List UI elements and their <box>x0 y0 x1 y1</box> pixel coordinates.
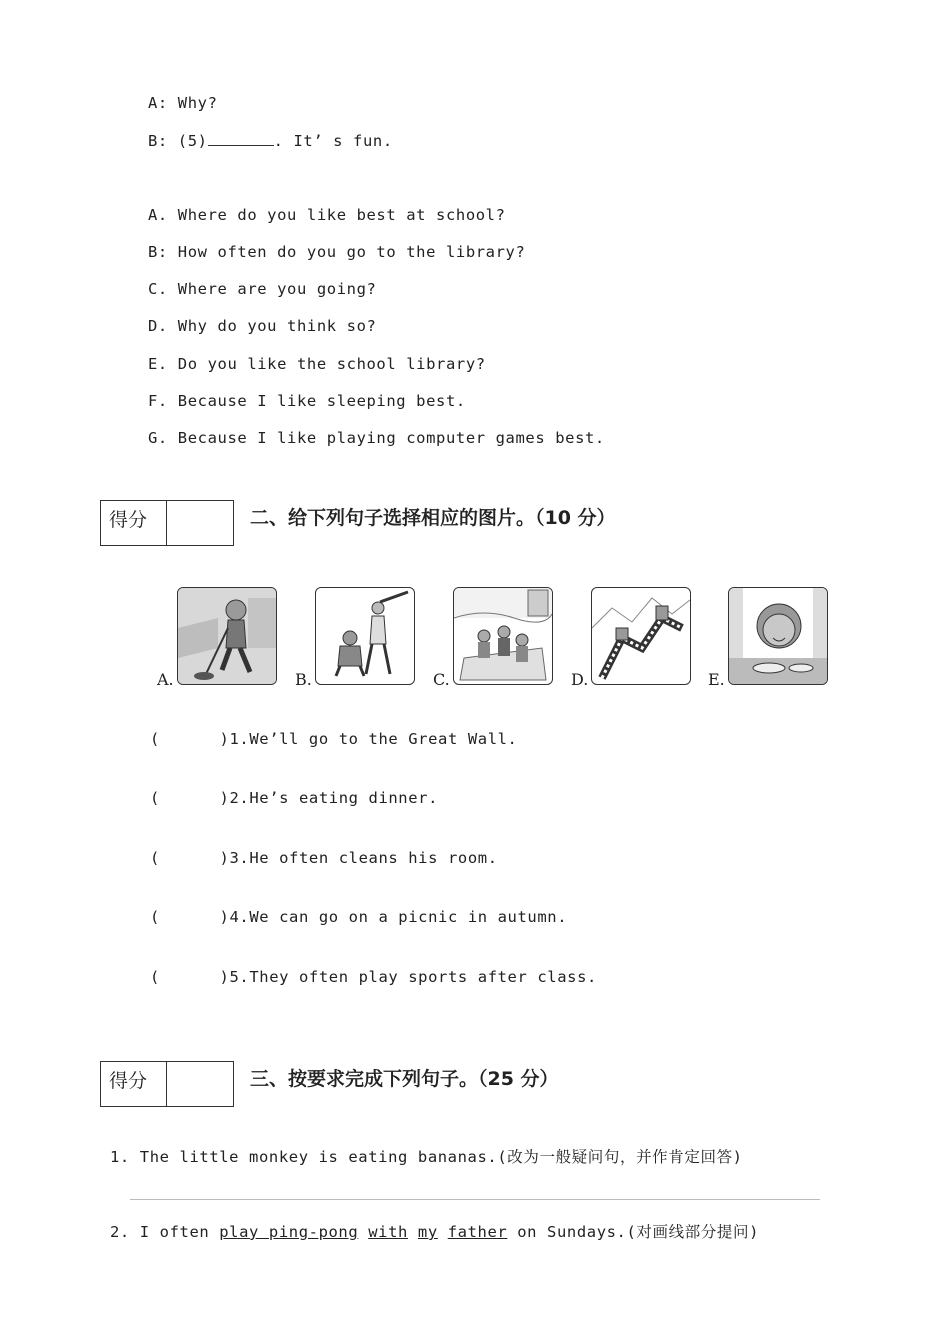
score-label: 得分 <box>101 501 167 545</box>
item-3 <box>150 849 498 867</box>
item-4 <box>150 908 567 926</box>
item-1 <box>150 730 518 748</box>
section2-title: 二、给下列句子选择相应的图片。（10 分） <box>250 507 616 529</box>
score-label: 得分 <box>101 1062 167 1106</box>
underlined-phrase: with <box>368 1223 408 1241</box>
item-text: 3.He often cleans his room. <box>229 849 498 867</box>
dialogue-b-suffix: . It’ s fun. <box>273 132 393 150</box>
underlined-phrase: father <box>447 1223 508 1241</box>
question-1: 1. The little monkey is eating bananas.(改为一般疑问句，并作肯定回答) <box>110 1148 743 1166</box>
option-e: E. Do you like the school library? <box>148 355 486 373</box>
answer-paren[interactable]: ( ) <box>150 968 230 986</box>
underlined-phrase: play ping-pong <box>219 1223 359 1241</box>
score-box-section3 <box>100 1061 234 1107</box>
picture-label-a: A. <box>157 670 174 689</box>
option-g: G. Because I like playing computer games best. <box>148 429 605 447</box>
answer-paren[interactable]: ( ) <box>150 789 230 807</box>
option-d: D. Why do you think so? <box>148 317 377 335</box>
answer-paren[interactable]: ( ) <box>150 908 230 926</box>
item-5 <box>150 968 597 986</box>
picture-label-b: B. <box>295 670 312 689</box>
item-text: 5.They often play sports after class. <box>229 968 597 986</box>
boy-mopping-icon <box>177 587 277 685</box>
boy-eating-icon <box>728 587 828 685</box>
item-text: 4.We can go on a picnic in autumn. <box>229 908 568 926</box>
picture-label-e: E. <box>708 670 725 689</box>
dialogue-b-line <box>148 131 393 150</box>
picture-label-d: D. <box>571 670 589 689</box>
q2-start: 2. I often <box>110 1223 220 1241</box>
answer-blank[interactable] <box>208 131 274 146</box>
score-input[interactable] <box>167 501 233 545</box>
item-text: 2.He’s eating dinner. <box>229 789 439 807</box>
option-f: F. Because I like sleeping best. <box>148 392 466 410</box>
dialogue-a-line: A: Why? <box>148 94 218 112</box>
item-text: 1.We’ll go to the Great Wall. <box>229 730 518 748</box>
baseball-players-icon <box>315 587 415 685</box>
option-a: A. Where do you like best at school? <box>148 206 506 224</box>
score-box-section2 <box>100 500 234 546</box>
question-2 <box>110 1220 759 1242</box>
option-c: C. Where are you going? <box>148 280 377 298</box>
picnic-family-icon <box>453 587 553 685</box>
great-wall-icon <box>591 587 691 685</box>
answer-line[interactable] <box>130 1199 820 1200</box>
picture-label-c: C. <box>433 670 450 689</box>
answer-paren[interactable]: ( ) <box>150 849 230 867</box>
score-input[interactable] <box>167 1062 233 1106</box>
answer-paren[interactable]: ( ) <box>150 730 230 748</box>
option-b: B: How often do you go to the library? <box>148 243 526 261</box>
q2-space <box>408 1223 418 1241</box>
dialogue-b-prefix: B: (5) <box>148 132 208 150</box>
q2-tail: on Sundays.(对画线部分提问) <box>507 1223 760 1241</box>
underlined-phrase: my <box>417 1223 438 1241</box>
item-2 <box>150 789 438 807</box>
q2-space <box>358 1223 368 1241</box>
section3-title: 三、按要求完成下列句子。（25 分） <box>250 1068 559 1090</box>
q2-space <box>438 1223 448 1241</box>
